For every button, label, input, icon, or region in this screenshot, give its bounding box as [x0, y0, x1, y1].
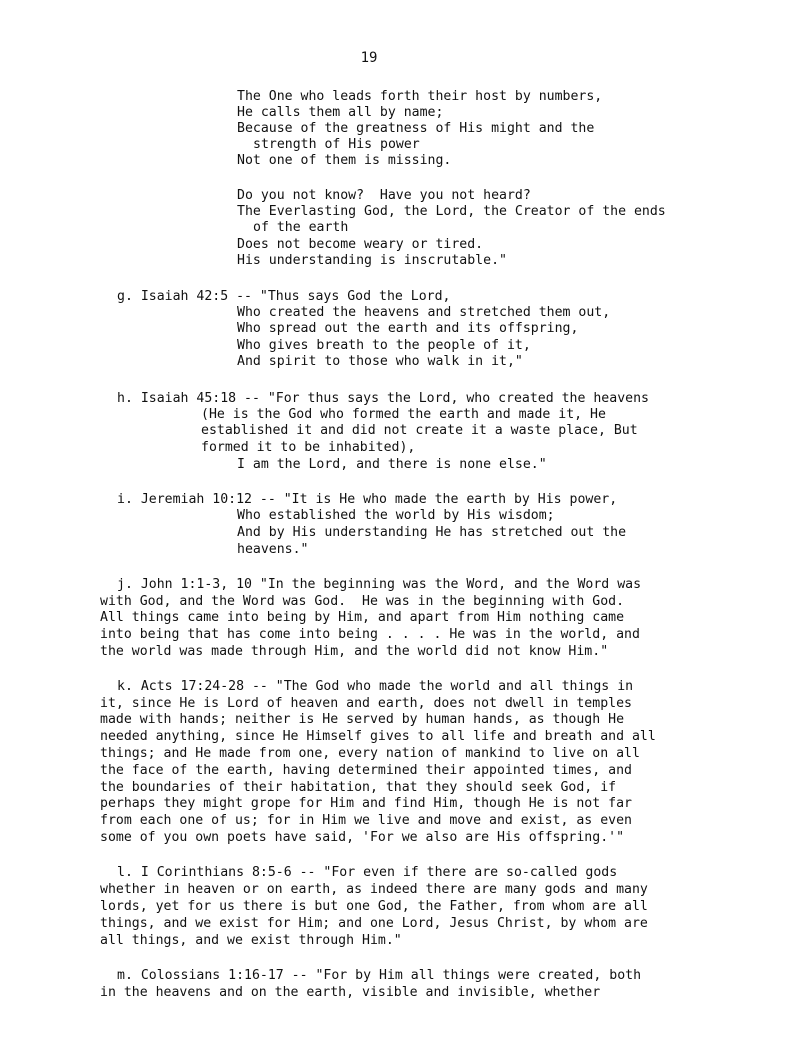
text-line: Does not become weary or tired.	[237, 237, 484, 252]
text-line: into being that has come into being . . . . He was in the world, and	[100, 627, 640, 642]
item-heading-line: h. Isaiah 45:18 -- "For thus says the Lord, who created the heavens	[117, 391, 649, 406]
text-line: All things came into being by Him, and apart from Him nothing came	[100, 610, 625, 625]
item-heading-line: i. Jeremiah 10:12 -- "It is He who made the earth by His power,	[117, 492, 618, 507]
text-line: things; and He made from one, every nation of mankind to live on all	[100, 746, 640, 761]
text-line: in the heavens and on the earth, visible and invisible, whether	[100, 985, 601, 1000]
text-line: Who gives breath to the people of it,	[237, 338, 531, 353]
text-line: the face of the earth, having determined their appointed times, and	[100, 763, 632, 778]
text-line: The One who leads forth their host by numbers,	[237, 89, 603, 104]
text-line: whether in heaven or on earth, as indeed there are many gods and many	[100, 882, 648, 897]
text-line: things, and we exist for Him; and one Lord, Jesus Christ, by whom are	[100, 916, 648, 931]
text-line: Who created the heavens and stretched them out,	[237, 305, 611, 320]
text-line: And spirit to those who walk in it,"	[237, 354, 523, 369]
text-line: the world was made through Him, and the world did not know Him."	[100, 644, 609, 659]
text-line: Because of the greatness of His might and the	[237, 121, 595, 136]
text-line: with God, and the Word was God. He was in the beginning with God.	[100, 594, 625, 609]
text-line: Do you not know? Have you not heard?	[237, 188, 531, 203]
text-line: from each one of us; for in Him we live and move and exist, as even	[100, 813, 632, 828]
text-line: lords, yet for us there is but one God, the Father, from whom are all	[100, 899, 648, 914]
text-line: heavens."	[237, 542, 309, 557]
item-heading-line: m. Colossians 1:16-17 -- "For by Him all things were created, both	[117, 968, 642, 983]
text-line: made with hands; neither is He served by human hands, as though He	[100, 712, 625, 727]
text-line: (He is the God who formed the earth and made it, He	[201, 407, 606, 422]
item-heading-line: k. Acts 17:24-28 -- "The God who made the world and all things in	[117, 679, 634, 694]
text-line: He calls them all by name;	[237, 105, 444, 120]
text-line: His understanding is inscrutable."	[237, 253, 507, 268]
text-line: The Everlasting God, the Lord, the Creator of the ends	[237, 204, 666, 219]
item-heading-line: g. Isaiah 42:5 -- "Thus says God the Lord,	[117, 289, 451, 304]
item-heading-line: j. John 1:1-3, 10 "In the beginning was the Word, and the Word was	[117, 577, 642, 592]
text-line: some of you own poets have said, 'For we also are His offspring.'"	[100, 830, 625, 845]
text-line: the boundaries of their habitation, that they should seek God, if	[100, 780, 617, 795]
text-line: formed it to be inhabited),	[201, 440, 416, 455]
page-number: 19	[360, 50, 378, 66]
text-line: Who spread out the earth and its offspring,	[237, 321, 579, 336]
text-line: Not one of them is missing.	[237, 153, 452, 168]
text-line: I am the Lord, and there is none else."	[237, 457, 547, 472]
text-line: of the earth	[253, 220, 349, 235]
text-line: it, since He is Lord of heaven and earth, does not dwell in temples	[100, 696, 632, 711]
text-line: strength of His power	[253, 137, 420, 152]
text-line: needed anything, since He Himself gives to all life and breath and all	[100, 729, 656, 744]
text-line: all things, and we exist through Him."	[100, 933, 402, 948]
text-line: established it and did not create it a waste place, But	[201, 423, 638, 438]
text-line: And by His understanding He has stretched out the	[237, 525, 627, 540]
text-line: Who established the world by His wisdom;	[237, 508, 555, 523]
text-line: perhaps they might grope for Him and find Him, though He is not far	[100, 796, 632, 811]
item-heading-line: l. I Corinthians 8:5-6 -- "For even if there are so-called gods	[117, 865, 618, 880]
